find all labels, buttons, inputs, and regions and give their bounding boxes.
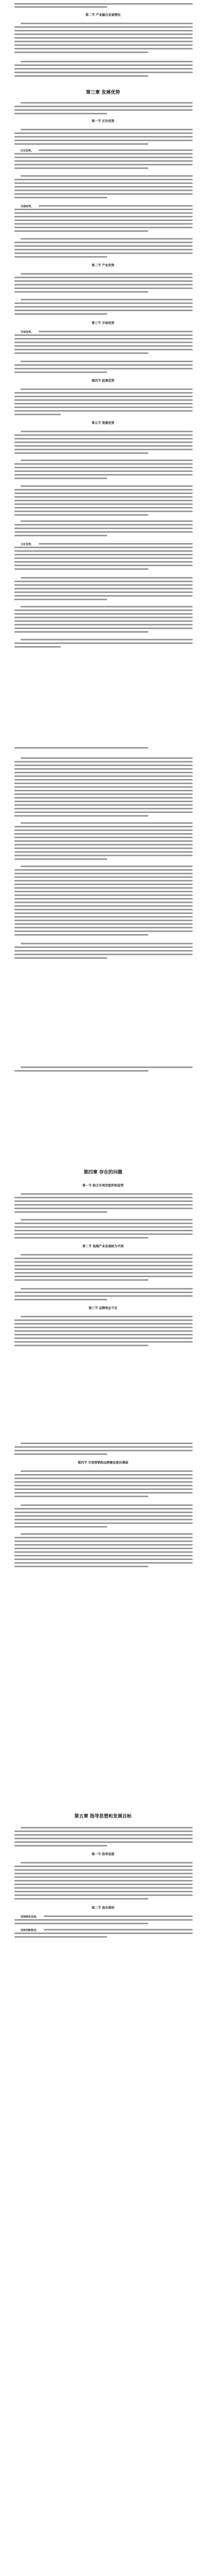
- chapter-heading: 第五章 指导思想和发展目标: [74, 1814, 132, 1819]
- section-heading: 第二节 产业优势: [91, 264, 115, 267]
- section-heading: 第一节 缺乏有效的组织和监管: [82, 1184, 124, 1188]
- section-heading: 第一节 指导思想: [91, 1853, 115, 1856]
- section-heading: 第一节 区位优势: [91, 120, 115, 123]
- bold-lead: 文化优势。: [21, 543, 34, 546]
- section-heading: 第三节 市场优势: [91, 321, 115, 325]
- chapter-heading: 第三章 发展优势: [85, 90, 121, 95]
- section-heading: 第三节 品牌效应不足: [88, 1307, 118, 1310]
- bold-lead: 坚持绿色发展。: [21, 1916, 39, 1919]
- chapter-heading: 第四章 存在的问题: [83, 1170, 123, 1175]
- bold-lead: 区位优势。: [21, 149, 34, 152]
- section-heading: 第四节 市场营销和品牌建设意识薄弱: [77, 1461, 129, 1465]
- bold-lead: 市场优势。: [21, 331, 34, 334]
- section-heading: 第四节 政策优势: [91, 379, 115, 383]
- section-heading: 第五节 资源优势: [91, 421, 115, 425]
- bold-lead: 交通优势。: [21, 205, 34, 208]
- section-heading: 第二节 低端产业发展较为平淡: [82, 1245, 124, 1248]
- bold-lead: 坚持创新驱动。: [21, 1929, 39, 1932]
- section-heading: 第二节 基本原则: [91, 1906, 115, 1910]
- section-heading: 第二节 产业融合发展情况: [85, 13, 121, 17]
